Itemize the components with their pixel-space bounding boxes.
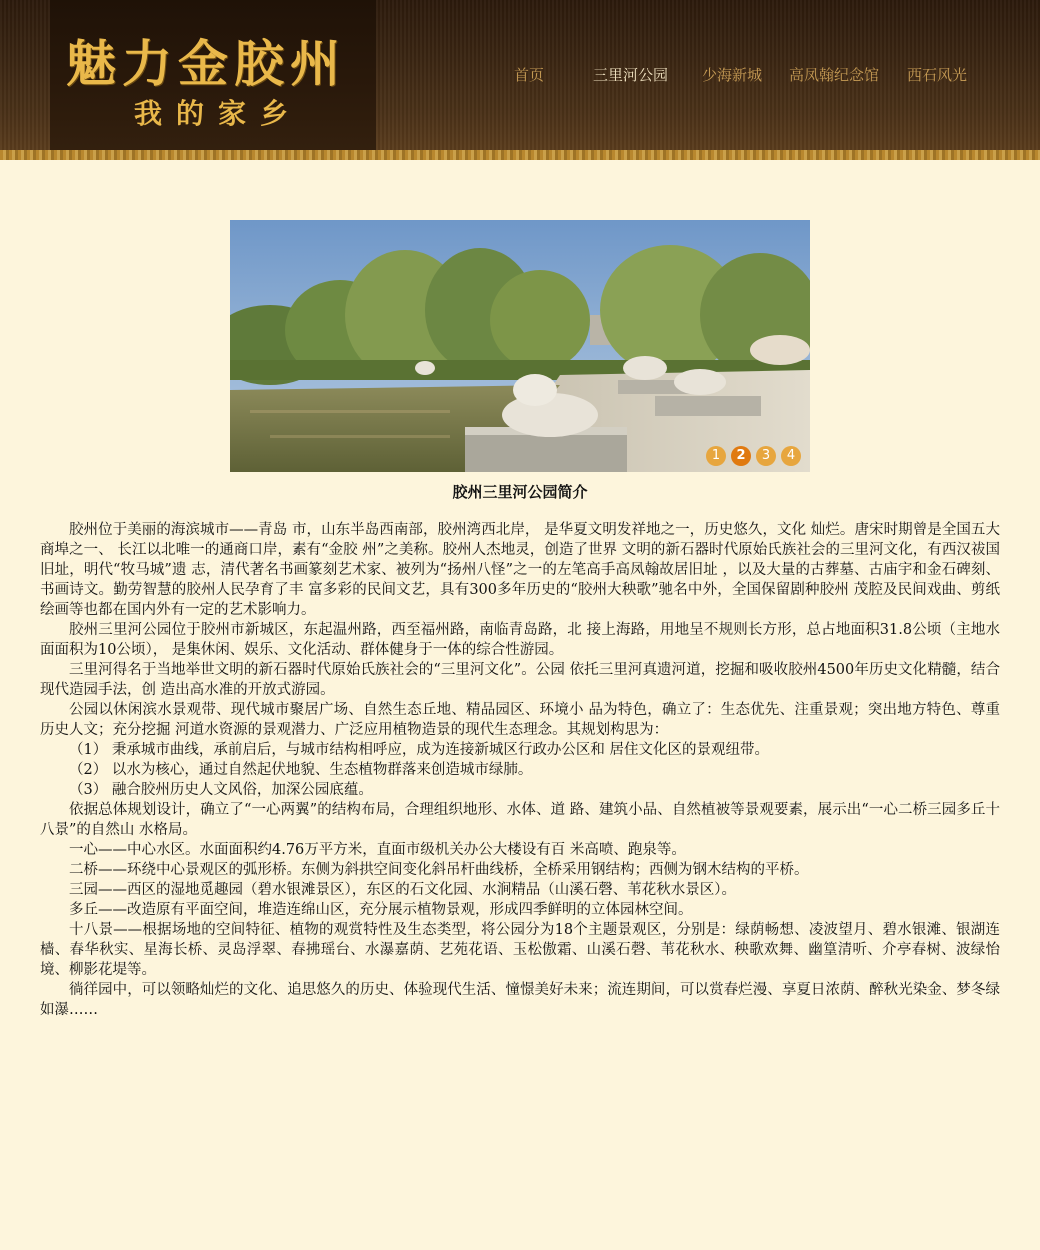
slide-indicator-1[interactable]: 1	[706, 446, 726, 466]
article-title: 胶州三里河公园简介	[452, 483, 588, 501]
nav-item-home[interactable]: 首页	[514, 66, 545, 84]
article-paragraph: 胶州三里河公园位于胶州市新城区，东起温州路，西至福州路，南临青岛路，北 接上海路，用地呈不规则长方形，总占地面积31.8公顷（主地水面面积为10公顷）， 是集休闲、娱乐、文化活动、群体健身于一体的综合性游园。	[40, 622, 1000, 658]
article-paragraph: （2） 以水为核心，通过自然起伏地貌、生态植物群落来创造城市绿肺。	[69, 762, 533, 778]
article-paragraph: 三园——西区的湿地觅趣园（碧水银滩景区），东区的石文化园、水涧精品（山溪石磬、苇花秋水景区）。	[69, 882, 736, 898]
article-paragraph: 公园以休闲滨水景观带、现代城市聚居广场、自然生态丘地、精品园区、环境小 品为特色，确立了：生态优先、注重景观；突出地方特色、尊重历史人文；充分挖掘 河道水资源的景观潜力、广泛应用植物造景的现代生态理念。其规划构思为：	[40, 702, 1000, 738]
article-paragraph: 徜徉园中，可以领略灿烂的文化、追思悠久的历史、体验现代生活、憧憬美好未来；流连期间，可以赏春烂漫、享夏日浓荫、醉秋光染金、梦冬绿如瀑……	[40, 982, 1000, 1018]
slide-indicator-3[interactable]: 3	[756, 446, 776, 466]
main-nav	[490, 64, 1010, 88]
article-paragraph: （1） 秉承城市曲线，承前启后，与城市结构相呼应，成为连接新城区行政办公区和 居住文化区的景观纽带。	[69, 742, 769, 758]
article-paragraph: （3） 融合胶州历史人文风俗，加深公园底蕴。	[69, 782, 373, 798]
slide-indicator-4[interactable]: 4	[781, 446, 801, 466]
nav-item-gaofenghan-memorial[interactable]: 高凤翰纪念馆	[789, 66, 880, 84]
logo-title: 魅力金胶州	[66, 34, 346, 93]
article-paragraph: 胶州位于美丽的海滨城市——青岛 市，山东半岛西南部，胶州湾西北岸， 是华夏文明发祥地之一，历史悠久，文化 灿烂。唐宋时期曾是全国五大商埠之一、 长江以北唯一的通商口岸，素有“金胶 州”之美称。胶州人杰地灵，创造了世界 文明的新石器时代原始氏族社会的三里河文化，有西汉祓国旧址，明代“牧马城”遗 志，清代著名书画篆刻艺术家、被列为“扬州八怪”之一的左笔高手高凤翰故居旧址 ，以及大量的古葬墓、古庙宇和金石碑刻、书画诗文。勤劳智慧的胶州人民孕育了丰 富多彩的民间文艺，具有300多年历史的“胶州大秧歌”驰名中外，全国保留剧种胶州 茂腔及民间戏曲、剪纸绘画等也都在国内外有一定的艺术影响力。	[40, 522, 1000, 618]
nav-item-shaohai-newtown[interactable]: 少海新城	[702, 66, 763, 84]
logo-subtitle: 我的家乡	[134, 97, 303, 130]
nav-item-sanlihe-park[interactable]: 三里河公园	[593, 66, 669, 84]
article-paragraph: 二桥——环绕中心景观区的弧形桥。东侧为斜拱空间变化斜吊杆曲线桥，全桥采用钢结构；西侧为钢木结构的平桥。	[69, 862, 809, 878]
slideshow-banner[interactable]	[230, 220, 810, 472]
slideshow-indicators	[706, 446, 806, 468]
nav-item-xishi-scenery[interactable]: 西石风光	[907, 66, 968, 84]
site-header	[0, 0, 1040, 150]
article-paragraph: 依据总体规划设计，确立了“一心两翼”的结构布局，合理组织地形、水体、道 路、建筑小品、自然植被等景观要素，展示出“一心二桥三园多丘十八景”的自然山 水格局。	[40, 802, 1000, 838]
slide-indicator-2[interactable]: 2	[731, 446, 751, 466]
article-body	[40, 520, 1000, 1020]
site-logo[interactable]	[50, 0, 376, 150]
article-paragraph: 三里河得名于当地举世文明的新石器时代原始氏族社会的“三里河文化”。公园 依托三里河真遗河道，挖掘和吸收胶州4500年历史文化精髓，结合现代造园手法，创 造出高水准的开放式游园。	[40, 662, 1000, 698]
article-paragraph: 一心——中心水区。水面面积约4.76万平方米，直面市级机关办公大楼设有百 米高喷、跑泉等。	[69, 842, 686, 858]
article-paragraph: 多丘——改造原有平面空间，堆造连绵山区，充分展示植物景观，形成四季鲜明的立体园林空间。	[69, 902, 693, 918]
article-paragraph: 十八景——根据场地的空间特征、植物的观赏特性及生态类型，将公园分为18个主题景观区，分别是：绿荫畅想、凌波望月、碧水银滩、银湖连樯、春华秋实、星海长桥、灵岛浮翠、春拂瑶台、水瀑嘉荫、艺苑花语、玉松傲霜、山溪石磬、苇花秋水、秧歌欢舞、幽篁清听、介亭春树、波绿怡境、柳影花堤等。	[40, 922, 1000, 978]
park-photo	[230, 220, 810, 472]
header-divider	[0, 150, 1040, 160]
